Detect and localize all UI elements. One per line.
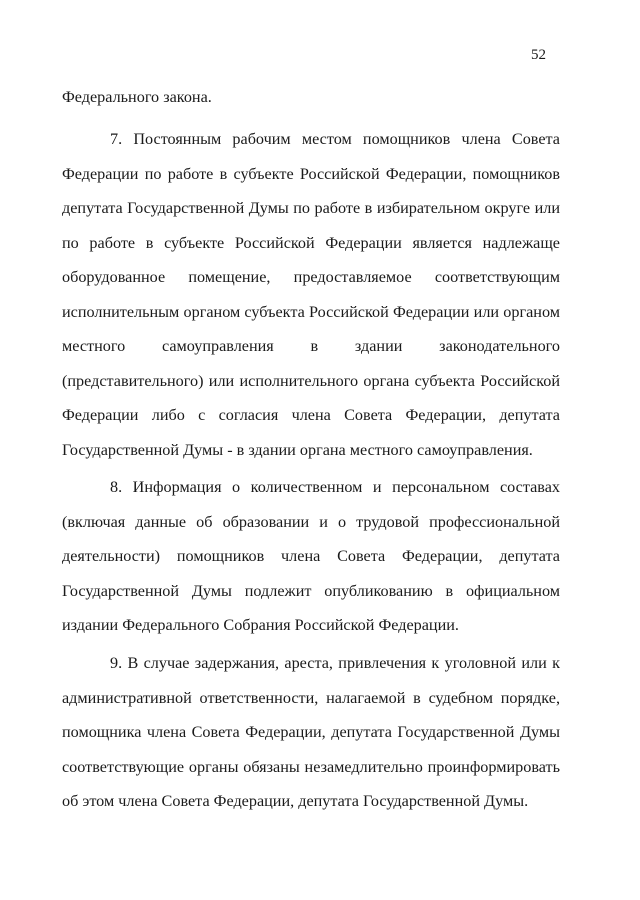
- paragraph-text: 8. Информация о количественном и персональном составах (включая данные об образовании и о трудовой профессиональной деятельности) помощников члена Совета Федерации, депутата Государственной Думы подлежит опубликованию в официальном издании Федерального Собрания Российской Федерации.: [62, 478, 560, 634]
- paragraph-9: [62, 646, 560, 819]
- paragraph-7: [62, 122, 560, 467]
- paragraph-text: 7. Постоянным рабочим местом помощников члена Совета Федерации по работе в субъекте Российской Федерации, помощников депутата Государственной Думы по работе в избирательном округе или по работе в субъекте Российской Федерации является надлежаще оборудованное помещение, предоставляемое соответствующим исполнительным органом субъекта Российской Федерации или органом местного самоуправления в здании законодательного (представительного) или исполнительного органа субъекта Российской Федерации либо с согласия члена Совета Федерации, депутата Государственной Думы - в здании органа местного самоуправления.: [62, 130, 560, 459]
- paragraph-8: [62, 470, 560, 643]
- paragraph-text: 9. В случае задержания, ареста, привлечения к уголовной или к административной ответственности, налагаемой в судебном порядке, помощника члена Совета Федерации, депутата Государственной Думы соответствующие органы обязаны незамедлительно проинформировать об этом члена Совета Федерации, депутата Государственной Думы.: [62, 654, 560, 810]
- paragraph-text: Федерального закона.: [62, 88, 212, 106]
- paragraph-continuation: [62, 80, 560, 115]
- page-number: 52: [531, 47, 546, 63]
